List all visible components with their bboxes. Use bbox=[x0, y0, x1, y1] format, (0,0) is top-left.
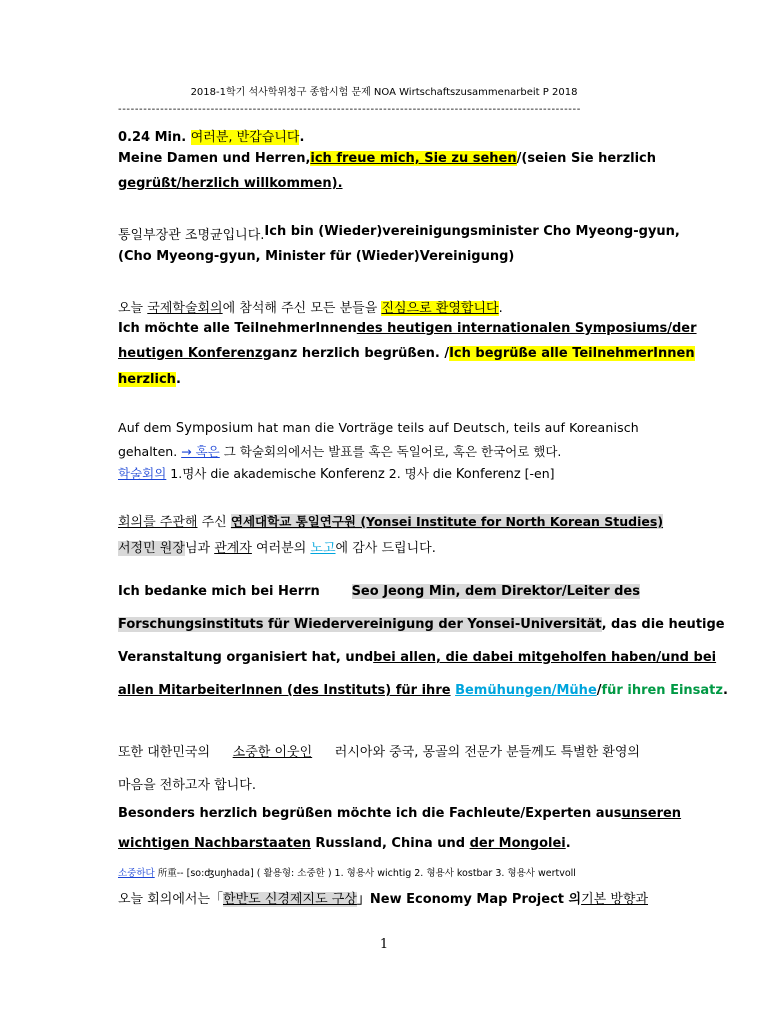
text-segment: 그 학술회의에서는 발표를 혹은 독일어로, 혹은 한국어로 했다. bbox=[223, 444, 562, 459]
dictionary-entry bbox=[118, 865, 576, 879]
underlined-phrase: allen MitarbeiterInnen (des Instituts) für ihre bbox=[118, 683, 451, 698]
text-segment: Ich möchte alle TeilnehmerInnen bbox=[118, 321, 357, 336]
dictionary-link[interactable]: 소중하다 bbox=[118, 868, 155, 879]
paragraph-time-greeting bbox=[118, 126, 304, 145]
highlight-phrase: ich freue mich, Sie zu sehen bbox=[310, 151, 517, 166]
thanks-ko-line2 bbox=[118, 537, 436, 556]
shaded-institute-name: 연세대학교 통일연구원 (Yonsei Institute for North Korean Studies) bbox=[230, 514, 664, 529]
document-header: 2018-1학기 석사학위청구 종합시험 문제 NOA Wirtschaftszusammenarbeit P 2018 bbox=[190, 87, 578, 98]
underlined-phrase: des heutigen internationalen Symposiums/der bbox=[356, 321, 697, 336]
page-number: 1 bbox=[379, 937, 389, 952]
text-segment: Russland, China und bbox=[315, 836, 466, 851]
text-segment: Veranstaltung organisiert hat, und bbox=[118, 650, 374, 665]
intro-line1 bbox=[118, 224, 680, 243]
note-symposium-line2 bbox=[118, 442, 561, 460]
welcome-de-line1 bbox=[118, 321, 697, 336]
text-segment: Besonders herzlich begrüßen möchte ich die Fachleute/Experten aus bbox=[118, 806, 622, 821]
underlined-phrase: der Mongolei bbox=[469, 836, 566, 851]
term-konferenz: Konferenz bbox=[320, 467, 385, 482]
highlight-greeting-ko: 여러분, 반갑습니다 bbox=[190, 130, 300, 145]
neighbors-de-line2 bbox=[118, 836, 571, 851]
greeting-de-line1 bbox=[118, 151, 657, 166]
highlighted-term: 노고 bbox=[310, 541, 336, 556]
dictionary-definition: 所重-- [so:ʤuŋhada] ( 활용형: 소중한 ) 1. 형용사 wichtig 2. 형용사 kostbar 3. 형용사 wertvoll bbox=[157, 868, 576, 879]
intro-ko: 통일부장관 조명균입니다. bbox=[118, 228, 265, 243]
underlined-phrase: 기본 방향과 bbox=[581, 892, 649, 907]
text-segment: 1.명사 die akademische bbox=[170, 466, 317, 481]
green-phrase: für ihren Einsatz bbox=[601, 683, 723, 698]
text-segment: 에 감사 드립니다. bbox=[335, 541, 436, 556]
text-segment: [-en] bbox=[524, 466, 555, 481]
underlined-term: 관계자 bbox=[214, 541, 252, 556]
thanks-de-line1 bbox=[118, 584, 640, 599]
highlight-phrase: 진심으로 환영합니다 bbox=[381, 301, 499, 316]
period: . bbox=[565, 836, 571, 851]
highlighted-phrase: Bemühungen/Mühe bbox=[455, 683, 597, 698]
text-segment: ganz herzlich begrüßen. / bbox=[262, 346, 450, 361]
timestamp: 0.24 Min. bbox=[118, 130, 187, 145]
underlined-phrase: 회의를 주관해 bbox=[118, 515, 198, 530]
period: . bbox=[722, 683, 728, 698]
thanks-ko-line1 bbox=[118, 511, 663, 530]
slash: / bbox=[596, 683, 602, 698]
text-segment: , das die heutige bbox=[601, 617, 725, 632]
welcome-de-line3 bbox=[118, 372, 181, 387]
underlined-phrase: 소중한 이웃인 bbox=[232, 745, 313, 760]
period: . bbox=[299, 130, 305, 145]
period: . bbox=[498, 301, 503, 316]
neighbors-de-line1 bbox=[118, 806, 682, 821]
text-segment: 에 참석해 주신 모든 분들을 bbox=[222, 301, 378, 316]
text-segment: 님과 bbox=[184, 541, 211, 556]
underlined-term: 국제학술회의 bbox=[147, 301, 223, 316]
intro-de: Ich bin (Wieder)vereinigungsminister Cho Myeong-gyun, bbox=[264, 224, 680, 239]
dictionary-link[interactable]: → 혹은 bbox=[181, 444, 220, 459]
text-segment: hat man die Vorträge teils auf Deutsch, teils auf Koreanisch bbox=[257, 420, 639, 435]
text-segment: /(seien Sie herzlich bbox=[516, 151, 657, 166]
text-segment: 여러분의 bbox=[256, 541, 307, 556]
term-symposium: Symposium bbox=[175, 421, 254, 436]
underlined-phrase: wichtigen Nachbarstaaten bbox=[118, 836, 311, 851]
project-ko-line bbox=[118, 888, 649, 907]
welcome-de-line2 bbox=[118, 346, 695, 361]
shaded-phrase: Seo Jeong Min, dem Direktor/Leiter des bbox=[351, 584, 640, 599]
welcome-ko-line bbox=[118, 297, 503, 316]
shaded-phrase: 한반도 신경제지도 구상 bbox=[223, 892, 357, 907]
period: . bbox=[175, 372, 181, 387]
text-segment: 오늘 회의에서는「 bbox=[118, 892, 224, 907]
text-segment: Ich bedanke mich bei Herrn bbox=[118, 584, 320, 599]
text-segment: 러시아와 중국, 몽골의 전문가 분들께도 특별한 환영의 bbox=[334, 745, 640, 760]
underlined-phrase: bei allen, die dabei mitgeholfen haben/und bei bbox=[373, 650, 717, 665]
separator-line: -------------------------------------------------------------------------------------------------------------- bbox=[118, 104, 581, 115]
text-segment: 또한 대한민국의 bbox=[118, 745, 211, 760]
shaded-name: 서정민 원장 bbox=[118, 541, 185, 556]
thanks-de-line4 bbox=[118, 683, 728, 698]
text-segment: 2. 명사 die bbox=[388, 466, 452, 481]
note-dictionary-line bbox=[118, 464, 555, 482]
dictionary-link[interactable]: 학술회의 bbox=[118, 466, 167, 481]
intro-line2: (Cho Myeong-gyun, Minister für (Wieder)Vereinigung) bbox=[118, 249, 515, 264]
shaded-phrase: Forschungsinstituts für Wiedervereinigung der Yonsei-Universität bbox=[118, 617, 602, 632]
text-segment: gehalten. bbox=[118, 444, 178, 459]
text-segment: Meine Damen und Herren, bbox=[118, 151, 311, 166]
text-segment: Auf dem bbox=[118, 420, 172, 435]
text-segment: 주신 bbox=[201, 515, 227, 530]
text-segment: 오늘 bbox=[118, 301, 144, 316]
highlight-phrase: Ich begrüße alle TeilnehmerInnen bbox=[449, 346, 695, 361]
note-symposium-line1 bbox=[118, 420, 639, 436]
thanks-de-line3 bbox=[118, 650, 717, 665]
thanks-de-line2 bbox=[118, 617, 725, 632]
text-segment: 」New Economy Map Project 의 bbox=[356, 892, 582, 907]
neighbors-ko-line1 bbox=[118, 741, 640, 760]
underlined-phrase: heutigen Konferenz bbox=[118, 346, 263, 361]
underlined-word: unseren bbox=[621, 806, 682, 821]
highlight-phrase: herzlich bbox=[118, 372, 176, 387]
term-konferenz: Konferenz bbox=[455, 467, 521, 482]
greeting-de-line2: gegrüßt/herzlich willkommen). bbox=[118, 176, 343, 191]
neighbors-ko-line2: 마음을 전하고자 합니다. bbox=[118, 778, 256, 793]
